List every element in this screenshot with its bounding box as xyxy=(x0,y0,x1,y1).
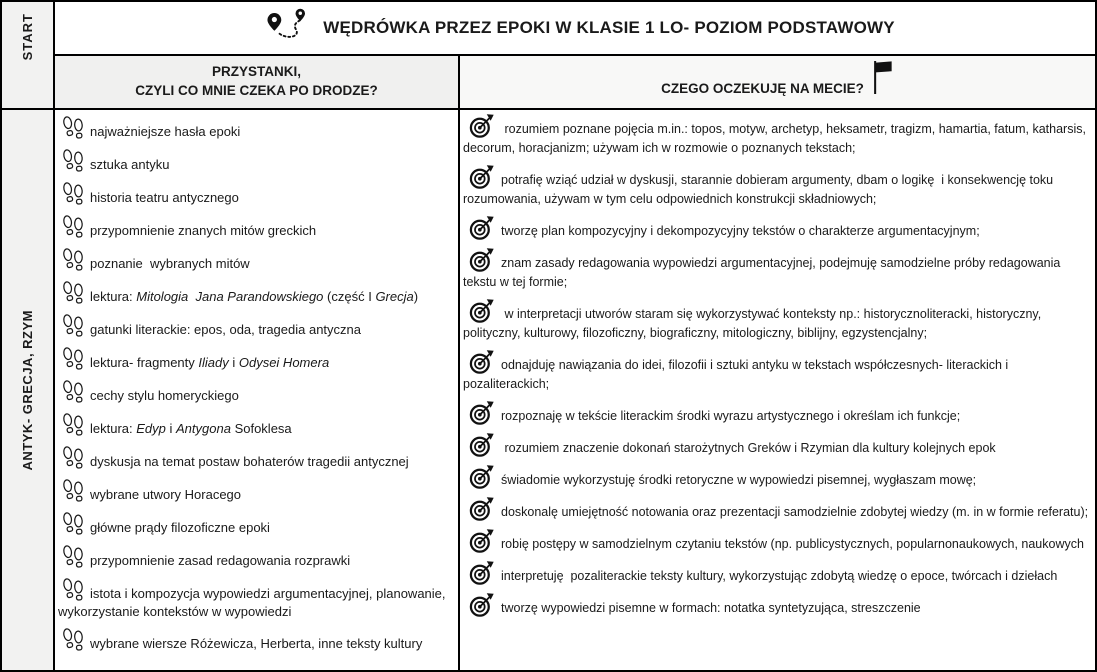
stop-item-text: istota i kompozycja wypowiedzi argumentacyjnej, planowanie, wykorzystanie kontekstów w wypowiedzi xyxy=(58,586,450,619)
page-title: WĘDRÓWKA PRZEZ EPOKI W KLASIE 1 LO- POZIOM PODSTAWOWY xyxy=(323,18,895,37)
footprints-icon xyxy=(58,586,90,601)
stop-list-item xyxy=(58,181,452,207)
goals-column-header xyxy=(460,56,1095,108)
goal-list-item xyxy=(463,432,1093,458)
goal-item-text: potrafię wziąć udział w dyskusji, starannie dobieram argumenty, dbam o logikę i konsekwencję toku rozumowania, używam w tym celu odpowiednich konstrukcji składniowych; xyxy=(463,173,1057,206)
stop-item-text: lektura: Edyp i Antygona Sofoklesa xyxy=(90,421,292,436)
footprints-icon xyxy=(58,190,90,205)
epoch-label: ANTYK- GRECJA, RZYM xyxy=(20,309,35,471)
footprints-icon xyxy=(58,520,90,535)
stops-header-line1: PRZYSTANKI, xyxy=(211,64,301,80)
finish-flag-icon xyxy=(872,59,894,99)
stop-item-text: przypomnienie zasad redagowania rozprawki xyxy=(90,553,351,568)
goal-item-text: tworzę wypowiedzi pisemne w formach: notatka syntetyzująca, streszczenie xyxy=(501,601,921,615)
goal-item-text: świadomie wykorzystuję środki retoryczne w wypowiedzi pisemnej, wygłaszam mowę; xyxy=(501,473,977,487)
start-label: START xyxy=(20,13,35,61)
footprints-icon xyxy=(58,256,90,271)
stops-list xyxy=(55,110,460,670)
body-band xyxy=(2,108,1095,670)
stop-list-item xyxy=(58,346,452,372)
column-headers-row xyxy=(55,54,1095,108)
target-arrow-icon xyxy=(463,537,501,551)
stop-list-item xyxy=(58,577,452,620)
target-arrow-icon xyxy=(463,224,501,238)
goal-item-text: rozumiem znaczenie dokonań starożytnych Greków i Rzymian dla kultury kolejnych epok xyxy=(501,441,996,455)
target-arrow-icon xyxy=(463,358,501,372)
stop-list-item xyxy=(58,627,452,653)
footprints-icon xyxy=(58,421,90,436)
goal-list-item xyxy=(463,400,1093,426)
footprints-icon xyxy=(58,355,90,370)
footprints-icon xyxy=(58,157,90,172)
footprints-icon xyxy=(58,487,90,502)
stop-item-text: wybrane utwory Horacego xyxy=(90,487,242,502)
goal-list-item xyxy=(463,215,1093,241)
stop-list-item xyxy=(58,511,452,537)
stop-list-item xyxy=(58,148,452,174)
stop-item-text: lektura: Mitologia Jana Parandowskiego (część I Grecja) xyxy=(90,289,419,304)
top-right xyxy=(55,2,1095,108)
goal-list-item xyxy=(463,298,1093,343)
target-arrow-icon xyxy=(463,122,501,136)
footprints-icon xyxy=(58,636,90,651)
goal-item-text: w interpretacji utworów staram się wykorzystywać konteksty np.: historycznoliteracki, historyczny, polityczny, kulturowy, filozoficzny, biograficzny, mitologiczny, biblijny, egzystencjalny; xyxy=(463,307,1045,340)
footprints-icon xyxy=(58,553,90,568)
stop-item-text: najważniejsze hasła epoki xyxy=(90,124,241,139)
goal-item-text: rozpoznaję w tekście literackim środki wyrazu artystycznego i określam ich funkcje; xyxy=(501,409,961,423)
goal-item-text: odnajduję nawiązania do idei, filozofii i sztuki antyku w tekstach współczesnych- literackich i pozaliterackich; xyxy=(463,358,1012,391)
stop-item-text: poznanie wybranych mitów xyxy=(90,256,250,271)
footprints-icon xyxy=(58,388,90,403)
target-arrow-icon xyxy=(463,307,501,321)
goal-list-item xyxy=(463,496,1093,522)
goal-list-item xyxy=(463,349,1093,394)
stop-item-text: lektura- fragmenty Iliady i Odysei Homera xyxy=(90,355,330,370)
target-arrow-icon xyxy=(463,256,501,270)
stop-list-item xyxy=(58,379,452,405)
goal-list-item xyxy=(463,560,1093,586)
goal-item-text: rozumiem poznane pojęcia m.in.: topos, motyw, archetyp, heksametr, tragizm, hamartia, fatum, katharsis, decorum, horacjanizm; używam ich w rozmowie o poznanych tekstach; xyxy=(463,122,1090,155)
goals-header-text: CZEGO OCZEKUJĘ NA MECIE? xyxy=(661,80,864,96)
footprints-icon xyxy=(58,454,90,469)
target-arrow-icon xyxy=(463,441,501,455)
footprints-icon xyxy=(58,322,90,337)
goal-list-item xyxy=(463,592,1093,618)
stop-list-item xyxy=(58,313,452,339)
goal-list-item xyxy=(463,113,1093,158)
stop-list-item xyxy=(58,214,452,240)
target-arrow-icon xyxy=(463,173,501,187)
stop-list-item xyxy=(58,445,452,471)
stop-item-text: cechy stylu homeryckiego xyxy=(90,388,239,403)
goal-item-text: tworzę plan kompozycyjny i dekompozycyjny tekstów o charakterze argumentacyjnym; xyxy=(501,224,980,238)
top-band xyxy=(2,2,1095,108)
target-arrow-icon xyxy=(463,473,501,487)
target-arrow-icon xyxy=(463,601,501,615)
goal-list-item xyxy=(463,164,1093,209)
stop-list-item xyxy=(58,247,452,273)
goals-list xyxy=(460,110,1095,670)
stop-list-item xyxy=(58,280,452,306)
stop-item-text: gatunki literackie: epos, oda, tragedia antyczna xyxy=(90,322,362,337)
stop-item-text: przypomnienie znanych mitów greckich xyxy=(90,223,317,238)
stop-list-item xyxy=(58,115,452,141)
stops-column-header xyxy=(55,56,460,108)
target-arrow-icon xyxy=(463,505,501,519)
stop-item-text: wybrane wiersze Różewicza, Herberta, inne teksty kultury xyxy=(90,636,423,651)
stop-item-text: sztuka antyku xyxy=(90,157,170,172)
route-pins-icon xyxy=(255,7,311,50)
goal-list-item xyxy=(463,247,1093,292)
stop-item-text: główne prądy filozoficzne epoki xyxy=(90,520,270,535)
stop-list-item xyxy=(58,544,452,570)
goal-item-text: znam zasady redagowania wypowiedzi argumentacyjnej, podejmuję samodzielne próby redagowania tekstu w tej formie; xyxy=(463,256,1064,289)
footprints-icon xyxy=(58,124,90,139)
title-row xyxy=(55,2,1095,54)
epoch-cell xyxy=(2,110,55,670)
stop-list-item xyxy=(58,412,452,438)
footprints-icon xyxy=(58,223,90,238)
stop-item-text: historia teatru antycznego xyxy=(90,190,239,205)
goal-list-item xyxy=(463,528,1093,554)
target-arrow-icon xyxy=(463,409,501,423)
goal-list-item xyxy=(463,464,1093,490)
goal-item-text: doskonalę umiejętność notowania oraz prezentacji samodzielnie zdobytej wiedzy (m. in w formie referatu); xyxy=(501,505,1089,519)
goal-item-text: interpretuję pozaliterackie teksty kultury, wykorzystując zdobytą wiedzę o epoce, twórcach i dziełach xyxy=(501,569,1058,583)
footprints-icon xyxy=(58,289,90,304)
target-arrow-icon xyxy=(463,569,501,583)
stops-header-line2: CZYLI CO MNIE CZEKA PO DRODZE? xyxy=(135,83,378,98)
goal-item-text: robię postępy w samodzielnym czytaniu tekstów (np. publicystycznych, popularnonaukowych, naukowych xyxy=(501,537,1084,551)
start-cell xyxy=(2,2,55,108)
stop-item-text: dyskusja na temat postaw bohaterów tragedii antycznej xyxy=(90,454,409,469)
stop-list-item xyxy=(58,478,452,504)
